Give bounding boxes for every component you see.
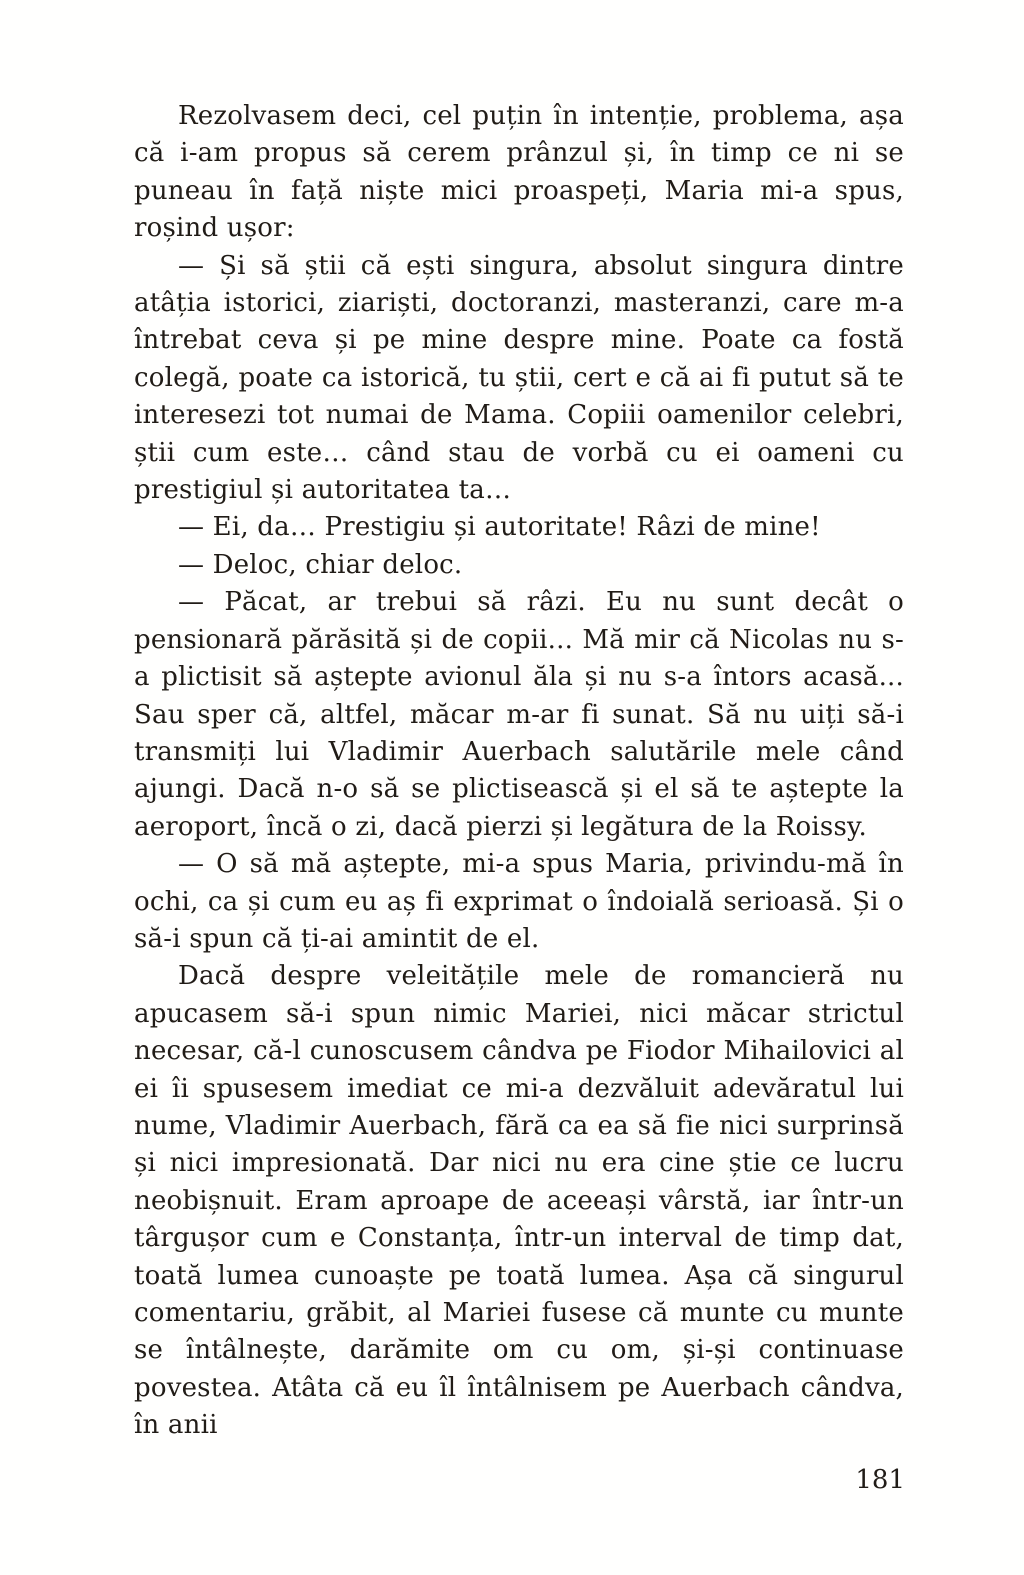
paragraph-dialogue: — Ei, da… Prestigiu și autoritate! Râzi de mine! bbox=[178, 512, 821, 543]
paragraph-narrative: Rezolvasem deci, cel puțin în intenție, problema, așa că i-am propus să cerem prânzul și, în timp ce ni se puneau în față niște mici proaspeți, Maria mi-a spus, roșind ușor: bbox=[134, 101, 904, 244]
text-block bbox=[134, 98, 904, 1445]
paragraph-dialogue: — O să mă aștepte, mi-a spus Maria, privindu-mă în ochi, ca și cum eu aș fi exprimat o îndoială serioasă. Și o să-i spun că ți-ai amintit de el. bbox=[134, 849, 904, 954]
page-number: 181 bbox=[855, 1465, 905, 1495]
paragraph-narrative: Dacă despre veleitățile mele de romancieră nu apucasem să-i spun nimic Mariei, nici măcar strictul necesar, că-l cunoscusem cândva pe Fiodor Mihailovici al ei îi spusesem imediat ce mi-a dezvăluit adevăratul lui nume, Vladimir Auerbach, fără ca ea să fie nici surprinsă și nici impresionată. Dar nici nu era cine știe ce lucru neobișnuit. Eram aproape de aceeași vârstă, iar într-un târgușor cum e Constanța, într-un interval de timp dat, toată lumea cunoaște pe toată lumea. Așa că singurul comentariu, grăbit, al Mariei fusese că munte cu munte se întâlnește, darămite om cu om, și-și continuase povestea. Atâta că eu îl întâlnisem pe Auerbach cândva, în anii bbox=[134, 961, 904, 1441]
paragraph-dialogue: — Păcat, ar trebui să râzi. Eu nu sunt decât o pensionară părăsită și de copii... Mă mir că Nicolas nu s-a plictisit să aștepte avionul ăla și nu s-a întors acasă... Sau sper că, altfel, măcar m-ar fi sunat. Să nu uiți să-i transmiți lui Vladimir Auerbach salutările mele când ajungi. Dacă n-o să se plictisească și el să te aștepte la aeroport, încă o zi, dacă pierzi și legătura de la Roissy. bbox=[134, 587, 904, 842]
paragraph-dialogue: — Deloc, chiar deloc. bbox=[178, 549, 463, 580]
paragraph-dialogue: — Și să știi că ești singura, absolut singura dintre atâția istorici, ziariști, doctoranzi, masteranzi, care m-a întrebat ceva și pe mine despre mine. Poate ca fostă colegă, poate ca istorică, tu știi, cert e că ai fi putut să te interesezi tot numai de Mama. Copiii oamenilor celebri, știi cum este… când stau de vorbă cu ei oameni cu prestigiul și autoritatea ta… bbox=[134, 250, 904, 506]
